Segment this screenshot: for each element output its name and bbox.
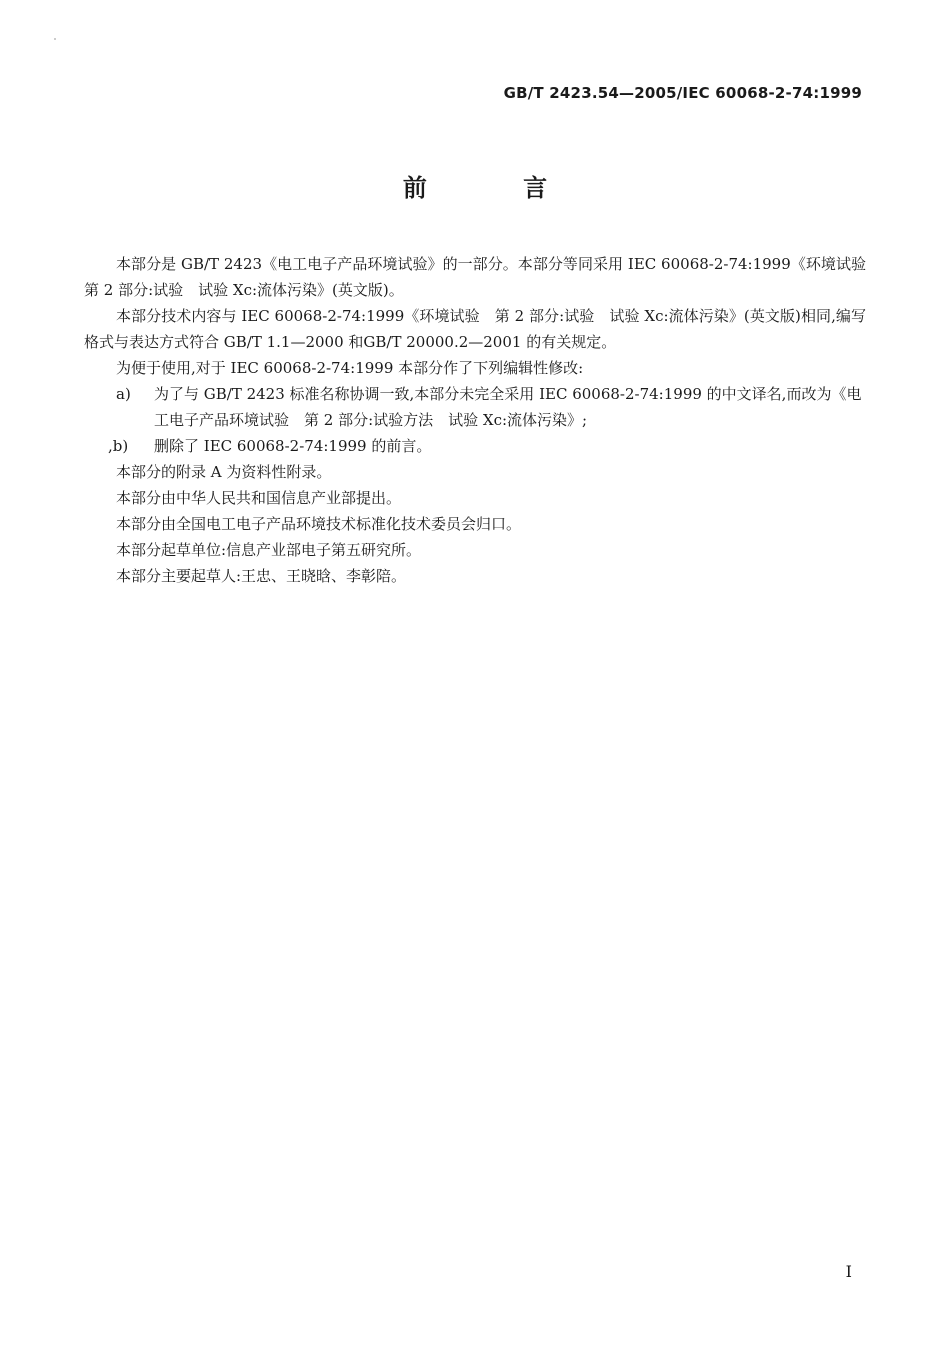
list-marker: ,b) (108, 437, 129, 455)
standard-code-header: GB/T 2423.54—2005/IEC 60068-2-74:1999 (503, 84, 862, 102)
paragraph-technical-content: 本部分技术内容与 IEC 60068-2-74:1999《环境试验 第 2 部分:试验 试验 Xc:流体污染》(英文版)相同,编写格式与表达方式符合 GB/T 1.1—2000 和GB/T 20000.2—2001 的有关规定。 (84, 307, 866, 351)
page-title: 前 言 (402, 174, 592, 202)
page-number: I (845, 1262, 852, 1281)
paragraph-edits-intro: 为便于使用,对于 IEC 60068-2-74:1999 本部分作了下列编辑性修改: (116, 359, 584, 377)
paragraph-intro: 本部分是 GB/T 2423《电工电子产品环境试验》的一部分。本部分等同采用 IEC 60068-2-74:1999《环境试验 第 2 部分:试验 试验 Xc:流体污染》(英文版)。 (84, 255, 882, 299)
paragraph-annex: 本部分的附录 A 为资料性附录。 (116, 463, 332, 481)
list-item-text: 为了与 GB/T 2423 标准名称协调一致,本部分未完全采用 IEC 60068-2-74:1999 的中文译名,而改为《电工电子产品环境试验 第 2 部分:试验方法 试验 Xc:流体污染》; (154, 385, 862, 429)
paragraph-proposer: 本部分由中华人民共和国信息产业部提出。 (116, 489, 402, 507)
list-item-text: 删除了 IEC 60068-2-74:1999 的前言。 (154, 437, 432, 455)
foreword-body (84, 251, 882, 589)
paragraph-committee: 本部分由全国电工电子产品环境技术标准化技术委员会归口。 (116, 515, 522, 533)
list-item (84, 381, 866, 433)
paragraph-drafters: 本部分主要起草人:王忠、王晓晗、李彰陪。 (116, 567, 407, 585)
paragraph-drafting-unit: 本部分起草单位:信息产业部电子第五研究所。 (116, 541, 422, 559)
list-marker: a) (116, 385, 131, 403)
list-item (84, 433, 866, 459)
scan-speck (54, 38, 56, 40)
